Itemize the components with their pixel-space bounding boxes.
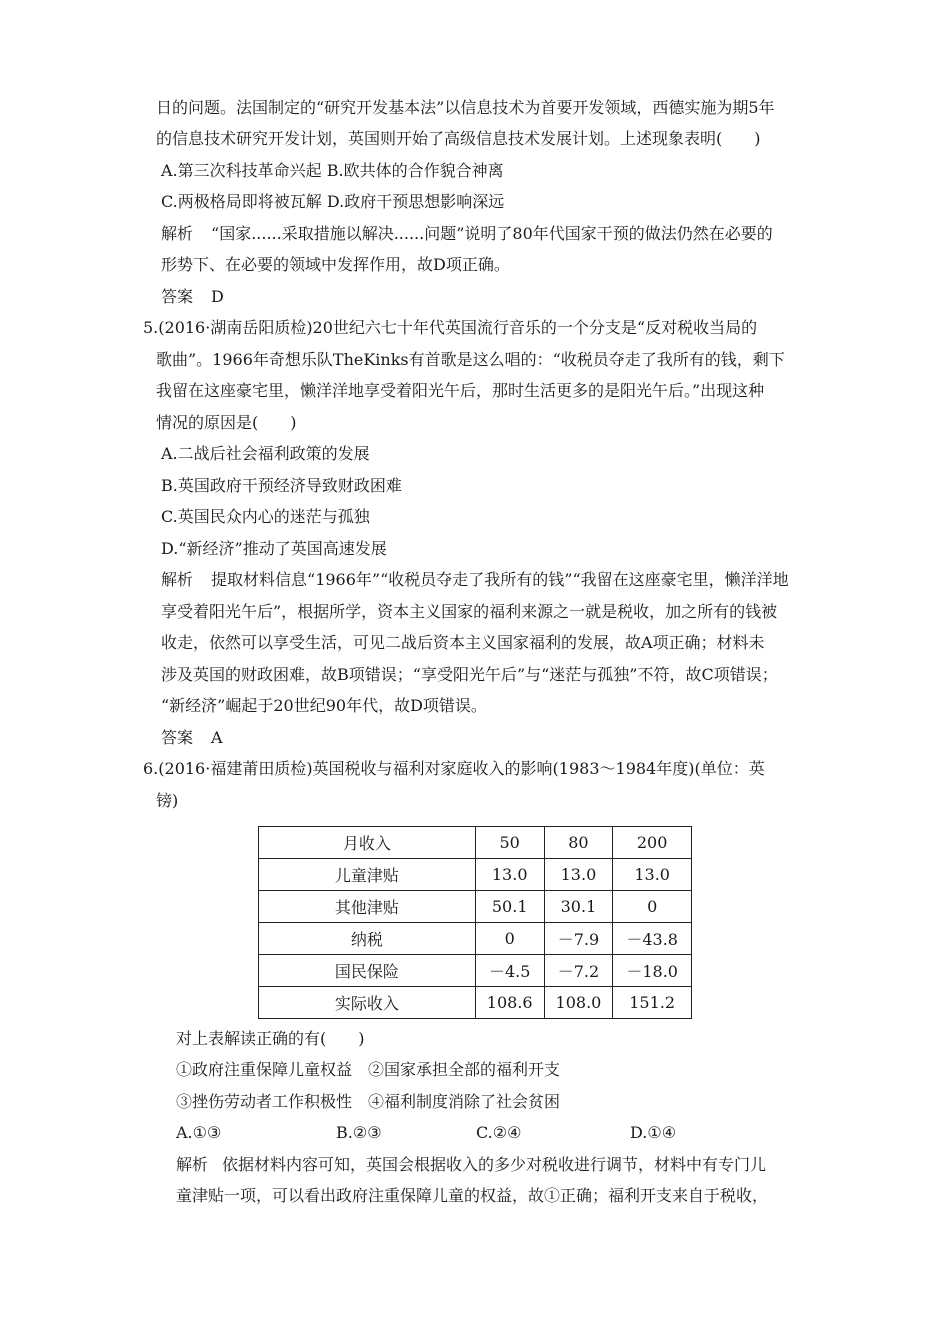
table-cell: －7.9 xyxy=(544,923,613,955)
q4-analysis-label: 解析 xyxy=(161,224,194,243)
q6-analysis-line-2: 童津贴一项，可以看出政府注重保障儿童的权益，故①正确；福利开支来自于税收， xyxy=(176,1186,769,1205)
q5-stem-line-4: 情况的原因是( ) xyxy=(156,413,297,432)
q6-analysis-label: 解析 xyxy=(176,1155,209,1174)
table-row xyxy=(259,987,692,1019)
q5-stem-line-3: 我留在这座豪宅里，懒洋洋地享受着阳光午后，那时生活更多的是阳光午后。”出现这种 xyxy=(156,381,765,400)
table-cell: 13.0 xyxy=(613,859,692,891)
table-cell: 13.0 xyxy=(475,859,544,891)
table-cell: 其他津贴 xyxy=(259,891,476,923)
q5-option-a: A.二战后社会福利政策的发展 xyxy=(161,444,370,463)
table-row xyxy=(259,827,692,859)
q5-analysis-line-1 xyxy=(161,570,789,590)
table-cell: －4.5 xyxy=(475,955,544,987)
table-row xyxy=(259,923,692,955)
q5-answer xyxy=(161,728,223,748)
q6-option-c: C.②④ xyxy=(476,1123,522,1142)
q5-option-b: B.英国政府干预经济导致财政困难 xyxy=(161,476,402,495)
q4-options-cd: C.两极格局即将被瓦解 D.政府干预思想影响深远 xyxy=(161,192,505,211)
table-cell: －7.2 xyxy=(544,955,613,987)
q5-analysis-line-4: 涉及英国的财政困难，故B项错误；“享受阳光午后”与“迷茫与孤独”不符，故C项错误； xyxy=(161,665,778,684)
q6-analysis-text-1: 依据材料内容可知，英国会根据收入的多少对税收进行调节，材料中有专门儿 xyxy=(222,1155,767,1174)
q6-items-3-4: ③挫伤劳动者工作积极性 ④福利制度消除了社会贫困 xyxy=(176,1092,561,1111)
q5-analysis-label: 解析 xyxy=(161,570,194,589)
q5-stem-line-1: 5.(2016·湖南岳阳质检)20世纪六七十年代英国流行音乐的一个分支是“反对税收当局的 xyxy=(143,318,758,337)
table-cell: 0 xyxy=(613,891,692,923)
table-row xyxy=(259,891,692,923)
table-cell: 108.6 xyxy=(475,987,544,1019)
q4-analysis-line-1 xyxy=(161,224,773,244)
q6-income-table xyxy=(258,826,692,1019)
table-cell: 30.1 xyxy=(544,891,613,923)
q4-answer xyxy=(161,287,224,307)
q4-answer-label: 答案 xyxy=(161,287,194,306)
q6-items-1-2: ①政府注重保障儿童权益 ②国家承担全部的福利开支 xyxy=(176,1060,561,1079)
q6-question: 对上表解读正确的有( ) xyxy=(176,1029,365,1048)
q4-analysis-text-1: “国家......采取措施以解决......问题”说明了80年代国家干预的做法仍然在必要的 xyxy=(211,224,773,243)
table-cell: 实际收入 xyxy=(259,987,476,1019)
q5-analysis-line-5: “新经济”崛起于20世纪90年代，故D项错误。 xyxy=(161,696,487,715)
q5-option-c: C.英国民众内心的迷茫与孤独 xyxy=(161,507,370,526)
q5-analysis-line-2: 享受着阳光午后”，根据所学，资本主义国家的福利来源之一就是税收，加之所有的钱被 xyxy=(161,602,778,621)
q5-answer-label: 答案 xyxy=(161,728,194,747)
table-cell: 50 xyxy=(475,827,544,859)
q4-stem-line-2: 的信息技术研究开发计划，英国则开始了高级信息技术发展计划。上述现象表明( ) xyxy=(156,129,761,148)
table-cell: 纳税 xyxy=(259,923,476,955)
q5-answer-value: A xyxy=(211,728,223,747)
table-cell: 151.2 xyxy=(613,987,692,1019)
q6-analysis-line-1 xyxy=(176,1155,766,1175)
q4-stem-line-1: 日的问题。法国制定的“研究开发基本法”以信息技术为首要开发领域，西德实施为期5年 xyxy=(156,98,775,117)
table-cell: 80 xyxy=(544,827,613,859)
table-cell: 月收入 xyxy=(259,827,476,859)
q6-option-b: B.②③ xyxy=(336,1123,382,1142)
table-cell: 儿童津贴 xyxy=(259,859,476,891)
q6-option-d: D.①④ xyxy=(630,1123,677,1142)
q4-options-ab: A.第三次科技革命兴起 B.欧共体的合作貌合神离 xyxy=(161,161,504,180)
q4-analysis-line-2: 形势下、在必要的领域中发挥作用，故D项正确。 xyxy=(161,255,510,274)
table-cell: －18.0 xyxy=(613,955,692,987)
table-cell: 50.1 xyxy=(475,891,544,923)
q6-option-a: A.①③ xyxy=(176,1123,222,1142)
q5-option-d: D.“新经济”推动了英国高速发展 xyxy=(161,539,387,558)
q5-stem-line-2: 歌曲”。1966年奇想乐队TheKinks有首歌是这么唱的：“收税员夺走了我所有的钱，剩下 xyxy=(156,350,785,369)
q5-analysis-line-3: 收走，依然可以享受生活，可见二战后资本主义国家福利的发展，故A项正确；材料未 xyxy=(161,633,765,652)
table-row xyxy=(259,859,692,891)
table-cell: 0 xyxy=(475,923,544,955)
q4-answer-value: D xyxy=(211,287,224,306)
table-cell: 108.0 xyxy=(544,987,613,1019)
q6-stem-line-1: 6.(2016·福建莆田质检)英国税收与福利对家庭收入的影响(1983～1984年度)(单位：英 xyxy=(143,759,765,778)
table-cell: 国民保险 xyxy=(259,955,476,987)
table-cell: 13.0 xyxy=(544,859,613,891)
q5-analysis-text-1: 提取材料信息“1966年”“收税员夺走了我所有的钱”“我留在这座豪宅里，懒洋洋地 xyxy=(211,570,789,589)
table-cell: 200 xyxy=(613,827,692,859)
table-cell: －43.8 xyxy=(613,923,692,955)
q6-stem-line-2: 镑) xyxy=(156,791,179,810)
table-row xyxy=(259,955,692,987)
